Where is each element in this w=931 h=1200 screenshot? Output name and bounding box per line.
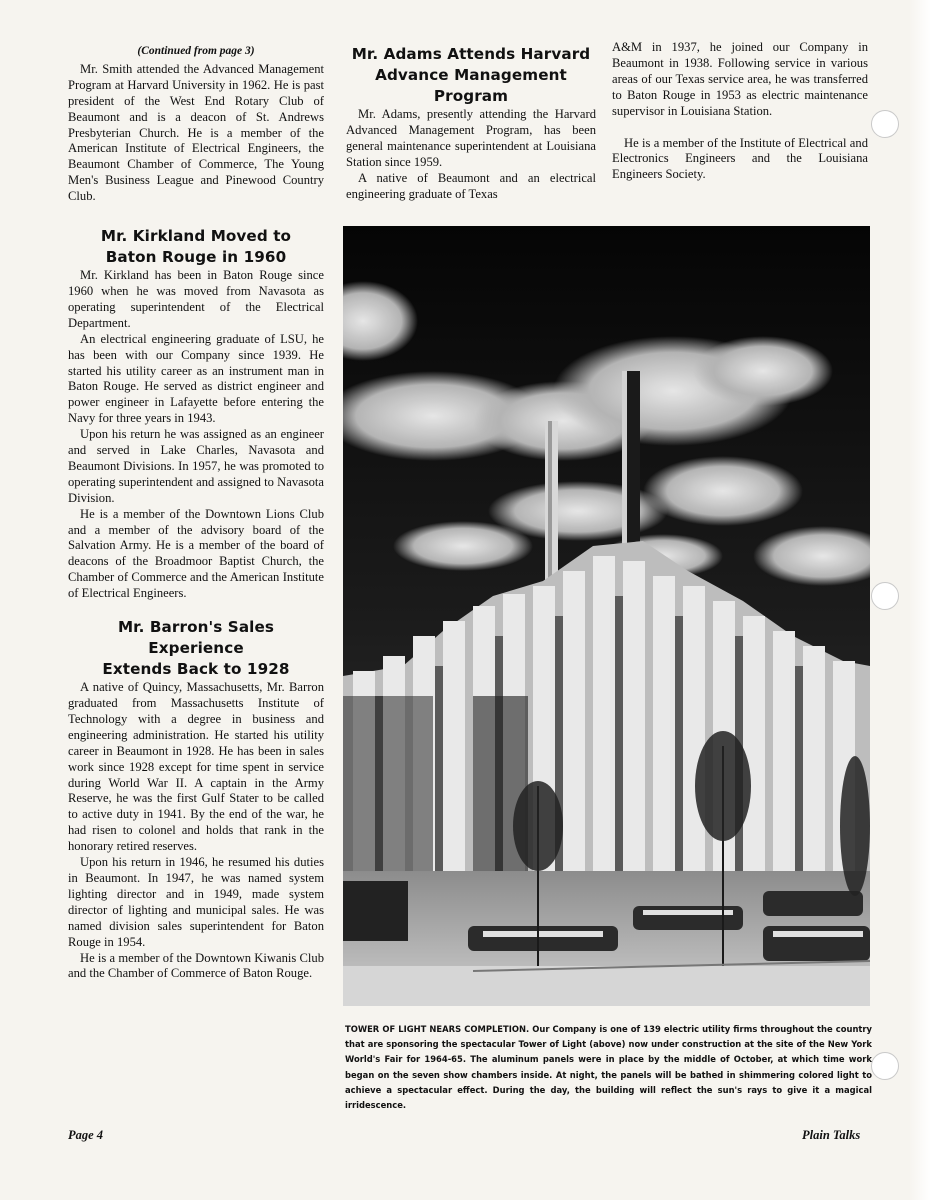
binder-hole-bottom — [871, 1052, 899, 1080]
tower-of-light-illustration — [343, 226, 870, 1006]
kirkland-heading-line-1: Mr. Kirkland Moved to — [100, 227, 292, 246]
tower-of-light-photo — [343, 226, 870, 1006]
barron-paragraph: He is a member of the Downtown Kiwanis Club and the Chamber of Commerce of Baton Rouge. — [68, 950, 324, 981]
adams-paragraph: A native of Beaumont and an electrical engineering graduate of Texas — [346, 170, 596, 201]
kirkland-paragraph: Upon his return he was assigned as an engineer and served in Lake Charles, Navasota and Beaumont Divisions. In 1957, he was promoted to operating superintendent and assigned to Navasota Division. — [68, 427, 324, 505]
kirkland-paragraph: He is a member of the Downtown Lions Club and a member of the advisory board of the Salvation Army. He is a member of the board of deacons of the Broadmoor Baptist Church, the Chamber of Commerce and the American Institute of Electrical Engineers. — [68, 506, 324, 601]
kirkland-paragraph: Mr. Kirkland has been in Baton Rouge since 1960 when he was moved from Navasota as operating superintendent of the Electrical Department. — [68, 268, 324, 330]
adams-continued-paragraph: A&M in 1937, he joined our Company in Beaumont in 1938. Following service in various areas of our Texas service area, he was transferred to Baton Rouge in 1953 as electric maintenance supervisor in Louisiana Station. — [612, 40, 868, 118]
kirkland-paragraph: An electrical engineering graduate of LSU, he has been with our Company since 1939. He started his utility career as an instrument man in Baton Rouge. He served as district engineer and power engineer in Lafayette before entering the Navy for three years in 1943. — [68, 331, 324, 426]
adams-paragraph: Mr. Adams, presently attending the Harvard Advanced Management Program, has been general maintenance superintendent at Louisiana Station since 1959. — [346, 107, 596, 169]
barron-heading-line-1: Mr. Barron's Sales Experience — [117, 618, 275, 658]
binder-hole-top — [871, 110, 899, 138]
barron-paragraph: A native of Quincy, Massachusetts, Mr. Barron graduated from Massachusetts Institute of Technology with a degree in business and engineering administration. He started his utility career in Beaumont in 1928. He has been in sales work since 1928 except for time spent in service during World War II. A captain in the Army Reserve, he was the first Gulf Stater to be called to active duty in 1941. By the end of the war, he had risen to colonel and holds that rank in the honorary retired reserves. — [68, 680, 324, 854]
photo-caption: TOWER OF LIGHT NEARS COMPLETION. Our Company is one of 139 electric utility firms throughout the country that are sponsoring the spectacular Tower of Light (above) now under construction at the site of the New York World's Fair for 1964-65. The aluminum panels were in place by the middle of October, at which time work began on the seven show chambers inside. At night, the panels will be bathed in shimmering colored light to achieve a spectacular effect. During the day, the building will reflect the sun's rays to give it a magical irridescence. — [345, 1024, 872, 1111]
kirkland-heading-line-2: Baton Rouge in 1960 — [105, 248, 287, 267]
barron-paragraph: Upon his return in 1946, he resumed his duties in Beaumont. In 1947, he was named system lighting director and in 1949, made system director of lighting and municipal sales. He was named division sales superintendent for Baton Rouge in 1954. — [68, 855, 324, 949]
binder-hole-middle — [871, 582, 899, 610]
adams-heading-line-2: Advance Management Program — [375, 66, 567, 105]
page-edge — [909, 0, 931, 1200]
smith-paragraph: Mr. Smith attended the Advanced Management Program at Harvard University in 1962. He is past president of the West End Rotary Club of Beaumont and is a deacon of St. Andrews Presbyterian Church. He is a member of the American Institute of Electrical Engineers, the Beaumont Chamber of Commerce, The Young Men's Business League and Pinewood Country Club. — [68, 61, 324, 204]
continued-note: (Continued from page 3) — [137, 45, 255, 57]
column-middle — [346, 44, 596, 202]
column-left — [68, 44, 324, 982]
publication-name: Plain Talks — [802, 1128, 861, 1142]
adams-membership-paragraph: He is a member of the Institute of Electrical and Electronics Engineers and the Louisiana Engineers Society. — [612, 135, 868, 182]
page-number: Page 4 — [68, 1128, 104, 1142]
barron-heading-line-2: Extends Back to 1928 — [102, 660, 290, 679]
column-right — [612, 40, 868, 183]
adams-heading-line-1: Mr. Adams Attends Harvard — [351, 45, 591, 63]
